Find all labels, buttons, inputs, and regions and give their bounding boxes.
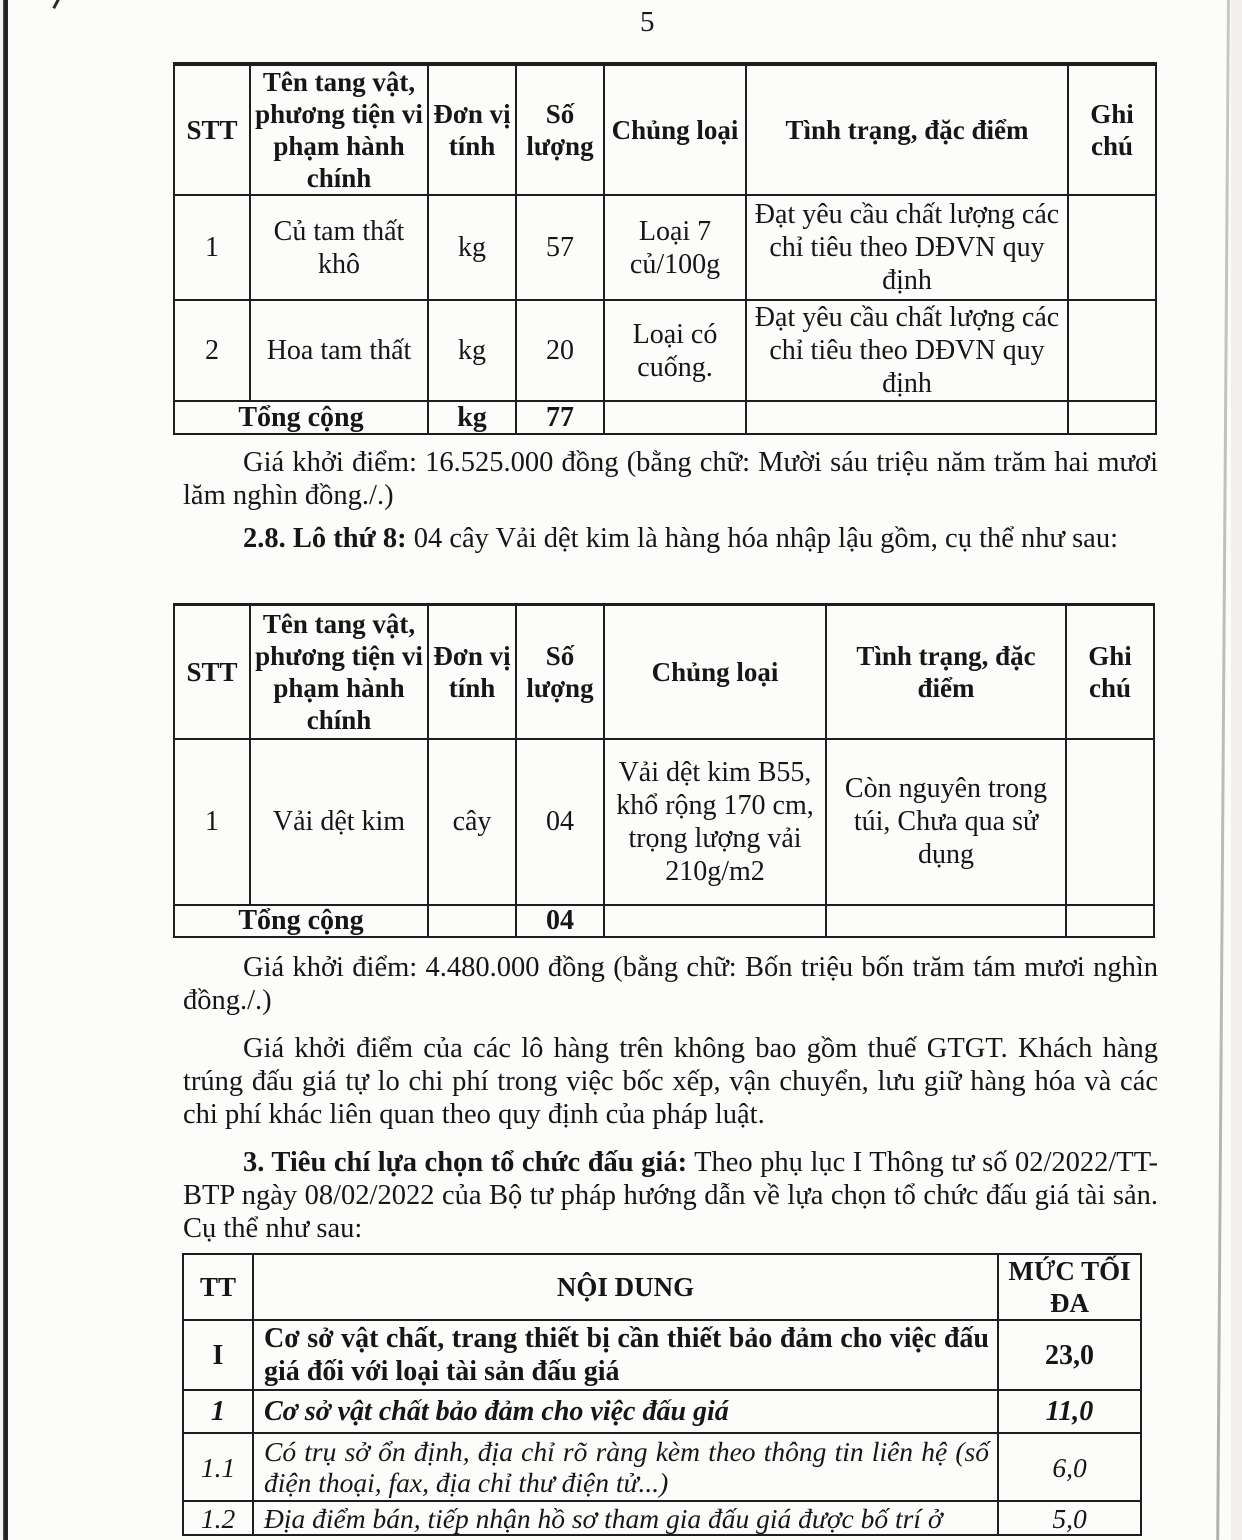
header-content: NỘI DUNG	[253, 1254, 998, 1320]
paragraph-criteria-lead: 3. Tiêu chí lựa chọn tổ chức đấu giá:	[243, 1147, 688, 1178]
header-type: Chủng loại	[604, 64, 746, 195]
cell-stt: 1	[174, 739, 250, 905]
cell-tt: I	[183, 1320, 253, 1390]
table-total-row	[174, 401, 1156, 434]
cell-unit: kg	[428, 195, 516, 300]
cell-tt: 1.2	[183, 1501, 253, 1535]
header-qty: Số lượng	[516, 64, 604, 195]
cell-type: Loại 7 củ/100g	[604, 195, 746, 300]
scan-left-edge-line	[3, 0, 8, 1540]
paragraph-lot8-lead: 2.8. Lô thứ 8:	[243, 523, 407, 554]
header-type: Chủng loại	[604, 605, 826, 739]
cell-stt: 1	[174, 195, 250, 300]
total-qty: 04	[516, 905, 604, 937]
cell-qty: 57	[516, 195, 604, 300]
total-qty: 77	[516, 401, 604, 434]
header-condition: Tình trạng, đặc điểm	[746, 64, 1068, 195]
header-condition: Tình trạng, đặc điểm	[826, 605, 1066, 739]
header-note: Ghi chú	[1068, 64, 1156, 195]
header-name: Tên tang vật, phương tiện vi phạm hành chính	[250, 64, 428, 195]
table-row-I	[183, 1320, 1141, 1390]
header-stt: STT	[174, 605, 250, 739]
paragraph-vat-note: Giá khởi điểm của các lô hàng trên không bao gồm thuế GTGT. Khách hàng trúng đấu giá tự lo chi phí trong việc bốc xếp, vận chuyển, lưu giữ hàng hóa và các chi phí khác liên quan theo quy định của pháp luật.	[183, 1033, 1158, 1130]
paragraph-lot8-rest: 04 cây Vải dệt kim là hàng hóa nhập lậu gồm, cụ thể như sau:	[406, 523, 1118, 554]
cell-qty: 20	[516, 300, 604, 401]
cell-score: 5,0	[998, 1501, 1141, 1535]
table-lot-tam-that	[173, 62, 1157, 435]
scan-right-shade	[1231, 0, 1242, 1540]
cell-name: Vải dệt kim	[250, 739, 428, 905]
header-note: Ghi chú	[1066, 605, 1154, 739]
header-unit: Đơn vị tính	[428, 605, 516, 739]
cell-note	[1068, 300, 1156, 401]
header-unit: Đơn vị tính	[428, 64, 516, 195]
table-row	[174, 195, 1156, 300]
cell-name: Hoa tam thất	[250, 300, 428, 401]
scan-right-edge-line	[1216, 0, 1230, 1540]
total-label: Tổng cộng	[174, 905, 428, 937]
cell-note	[1068, 195, 1156, 300]
total-unit	[428, 905, 516, 937]
table-lot-vai-det-kim	[173, 603, 1155, 938]
cell-score: 23,0	[998, 1320, 1141, 1390]
cell-condition: Đạt yêu cầu chất lượng các chỉ tiêu theo DĐVN quy định	[746, 300, 1068, 401]
cell-unit: cây	[428, 739, 516, 905]
cell-qty: 04	[516, 739, 604, 905]
header-tt: TT	[183, 1254, 253, 1320]
paragraph-starting-price-lot7: Giá khởi điểm: 16.525.000 đồng (bằng chữ: Mười sáu triệu năm trăm hai mươi lăm nghìn đồng./.)	[183, 447, 1158, 511]
table-row-1	[183, 1390, 1141, 1433]
table-total-row	[174, 905, 1154, 937]
cell-type: Vải dệt kim B55, khổ rộng 170 cm, trọng lượng vải 210g/m2	[604, 739, 826, 905]
cell-type: Loại có cuống.	[604, 300, 746, 401]
page-number: 5	[640, 6, 655, 38]
table-row	[174, 300, 1156, 401]
cell-condition: Đạt yêu cầu chất lượng các chỉ tiêu theo DĐVN quy định	[746, 195, 1068, 300]
total-label: Tổng cộng	[174, 401, 428, 434]
paragraph-criteria-rest: Theo phụ lục I Thông tư số 02/2022/TT-BTP ngày 08/02/2022 của Bộ tư pháp hướng dẫn về lựa chọn tổ chức đấu giá tài sản. Cụ thể như sau:	[183, 1147, 1158, 1244]
table-row-1-1	[183, 1433, 1141, 1501]
table-header-row	[183, 1254, 1141, 1320]
cell-content: Cơ sở vật chất, trang thiết bị cần thiết bảo đảm cho việc đấu giá đối với loại tài sản đấu giá	[253, 1320, 998, 1390]
scan-top-tick-mark	[52, 0, 60, 9]
cell-score: 11,0	[998, 1390, 1141, 1433]
table-header-row	[174, 64, 1156, 195]
paragraph-criteria-heading	[183, 1146, 1158, 1245]
cell-tt: 1.1	[183, 1433, 253, 1501]
cell-note	[1066, 739, 1154, 905]
cell-content: Cơ sở vật chất bảo đảm cho việc đấu giá	[253, 1390, 998, 1433]
header-name: Tên tang vật, phương tiện vi phạm hành chính	[250, 605, 428, 739]
cell-name: Củ tam thất khô	[250, 195, 428, 300]
cell-tt: 1	[183, 1390, 253, 1433]
table-row-1-2	[183, 1501, 1141, 1535]
header-qty: Số lượng	[516, 605, 604, 739]
total-unit: kg	[428, 401, 516, 434]
cell-content: Có trụ sở ổn định, địa chỉ rõ ràng kèm theo thông tin liên hệ (số điện thoại, fax, địa chỉ thư điện tử...)	[253, 1433, 998, 1501]
paragraph-starting-price-lot8: Giá khởi điểm: 4.480.000 đồng (bằng chữ: Bốn triệu bốn trăm tám mươi nghìn đồng./.)	[183, 952, 1158, 1016]
cell-stt: 2	[174, 300, 250, 401]
cell-unit: kg	[428, 300, 516, 401]
header-max-score: MỨC TỐI ĐA	[998, 1254, 1141, 1320]
cell-condition: Còn nguyên trong túi, Chưa qua sử dụng	[826, 739, 1066, 905]
cell-score: 6,0	[998, 1433, 1141, 1501]
header-stt: STT	[174, 64, 250, 195]
table-header-row	[174, 605, 1154, 739]
cell-content: Địa điểm bán, tiếp nhận hồ sơ tham gia đấu giá được bố trí ở	[253, 1501, 998, 1535]
paragraph-lot8-heading	[183, 522, 1158, 555]
table-row	[174, 739, 1154, 905]
table-selection-criteria	[182, 1253, 1142, 1536]
